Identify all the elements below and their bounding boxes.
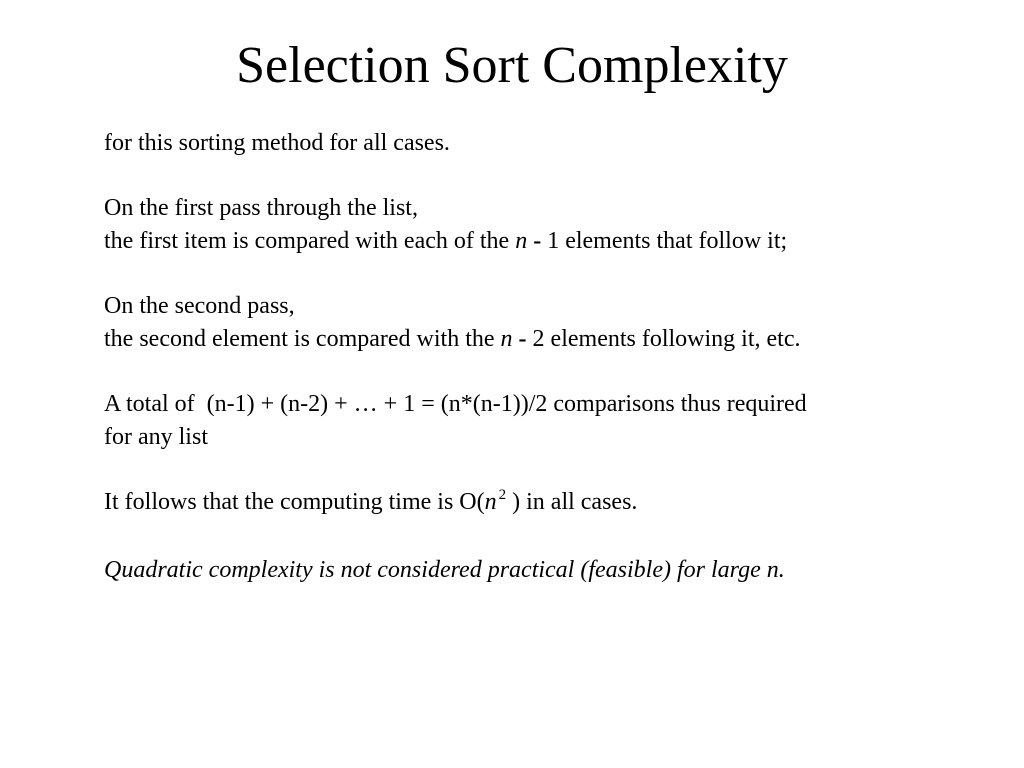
intro-line: for this sorting method for all cases. (104, 130, 450, 156)
conclusion-line: Quadratic complexity is not considered practical (feasible) for large n. (104, 557, 785, 583)
spacer (104, 160, 1004, 192)
exponent: 2 (498, 487, 507, 503)
spacer (104, 356, 1004, 388)
computing-time-text: It follows that the computing time is O( (104, 489, 485, 515)
minus-sign: - (512, 326, 533, 352)
total-comparisons-tail: for any list (104, 424, 208, 450)
slide-title: Selection Sort Complexity (236, 37, 788, 94)
second-pass-text: the second element is compared with the (104, 326, 501, 352)
computing-time-line (104, 486, 1004, 522)
first-pass-detail (104, 225, 1004, 258)
spacer (104, 522, 1004, 554)
spacer (104, 454, 1004, 486)
first-pass-text: the first item is compared with each of the (104, 228, 516, 254)
second-pass-detail (104, 323, 1004, 356)
first-pass-tail: 1 elements that follow it; (547, 228, 788, 254)
first-pass-heading: On the first pass through the list, (104, 195, 418, 221)
variable-n: n (500, 326, 513, 352)
variable-n: n (484, 489, 497, 515)
second-pass-heading: On the second pass, (104, 293, 295, 319)
variable-n: n (515, 228, 528, 254)
computing-time-tail: ) in all cases. (506, 489, 638, 515)
second-pass-tail: 2 elements following it, etc. (532, 326, 801, 352)
slide-body (104, 127, 1004, 587)
minus-sign: - (527, 228, 548, 254)
spacer (104, 258, 1004, 290)
total-comparisons-line: A total of (n-1) + (n-2) + … + 1 = (n*(n-1))/2 comparisons thus required (104, 391, 807, 417)
